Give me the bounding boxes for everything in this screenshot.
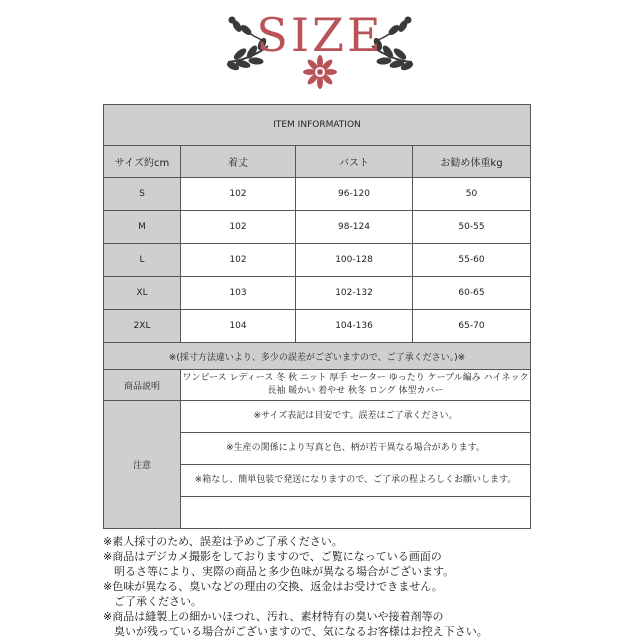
size-cell: S — [104, 178, 181, 211]
length-cell: 102 — [181, 211, 296, 244]
table-row — [104, 178, 531, 211]
bust-cell: 96-120 — [296, 178, 413, 211]
note-line: ※素人採寸のため、誤差は予めご了承ください。 — [103, 535, 343, 548]
attention-item: ※生産の関係により写真と色、柄が若干異なる場合があります。 — [181, 433, 531, 465]
measurement-note: ※(採寸方法違いより、多少の誤差がございますので、ご了承ください。)※ — [104, 343, 531, 370]
attention-label: 注意 — [104, 401, 181, 529]
description-label: 商品説明 — [104, 370, 181, 401]
page-title: SIZE — [256, 8, 384, 62]
attention-item-empty — [181, 497, 531, 529]
table-row — [104, 211, 531, 244]
bust-cell: 100-128 — [296, 244, 413, 277]
weight-cell: 60-65 — [413, 277, 531, 310]
note-line: ※商品は縫製上の細かいほつれ、汚れ、素材特有の臭いや接着剤等の — [103, 610, 444, 623]
bust-cell: 98-124 — [296, 211, 413, 244]
note-line: 明るさ等により、実際の商品と多少色味が異なる場合がございます。 — [103, 565, 455, 578]
table-row — [104, 310, 531, 343]
size-cell: XL — [104, 277, 181, 310]
length-cell: 102 — [181, 244, 296, 277]
length-cell: 104 — [181, 310, 296, 343]
attention-item: ※箱なし、簡単包装で発送になりますので、ご了承の程よろしくお願いします。 — [181, 465, 531, 497]
note-line: 臭いが残っている場合がございますので、気になるお客様はお控え下さい。 — [103, 625, 488, 638]
attention-item: ※サイズ表記は目安です。誤差はご了承ください。 — [181, 401, 531, 433]
column-header-weight: お勧め体重kg — [413, 146, 531, 178]
size-cell: 2XL — [104, 310, 181, 343]
length-cell: 103 — [181, 277, 296, 310]
table-row — [104, 277, 531, 310]
column-header-size: サイズ約cm — [104, 146, 181, 178]
note-line: ※色味が異なる、臭いなどの理由の交換、返金はお受けできません。 — [103, 580, 443, 593]
weight-cell: 50 — [413, 178, 531, 211]
length-cell: 102 — [181, 178, 296, 211]
size-header — [0, 0, 640, 95]
weight-cell: 65-70 — [413, 310, 531, 343]
size-cell: M — [104, 211, 181, 244]
description-text: ワンピース レディース 冬 秋 ニット 厚手 セーター ゆったり ケーブル編み ハイネック 長袖 暖かい 着やせ 秋冬 ロング 体型カバー — [181, 370, 531, 401]
item-information-header: ITEM INFORMATION — [104, 105, 531, 146]
bust-cell: 102-132 — [296, 277, 413, 310]
column-header-length: 着丈 — [181, 146, 296, 178]
size-table — [103, 104, 531, 529]
bust-cell: 104-136 — [296, 310, 413, 343]
bottom-notes — [103, 534, 623, 639]
weight-cell: 55-60 — [413, 244, 531, 277]
table-row — [104, 244, 531, 277]
column-header-bust: バスト — [296, 146, 413, 178]
note-line: ご了承ください。 — [103, 595, 202, 608]
note-line: ※商品はデジカメ撮影をしておりますので、ご覧になっている画面の — [103, 550, 442, 563]
size-cell: L — [104, 244, 181, 277]
weight-cell: 50-55 — [413, 211, 531, 244]
